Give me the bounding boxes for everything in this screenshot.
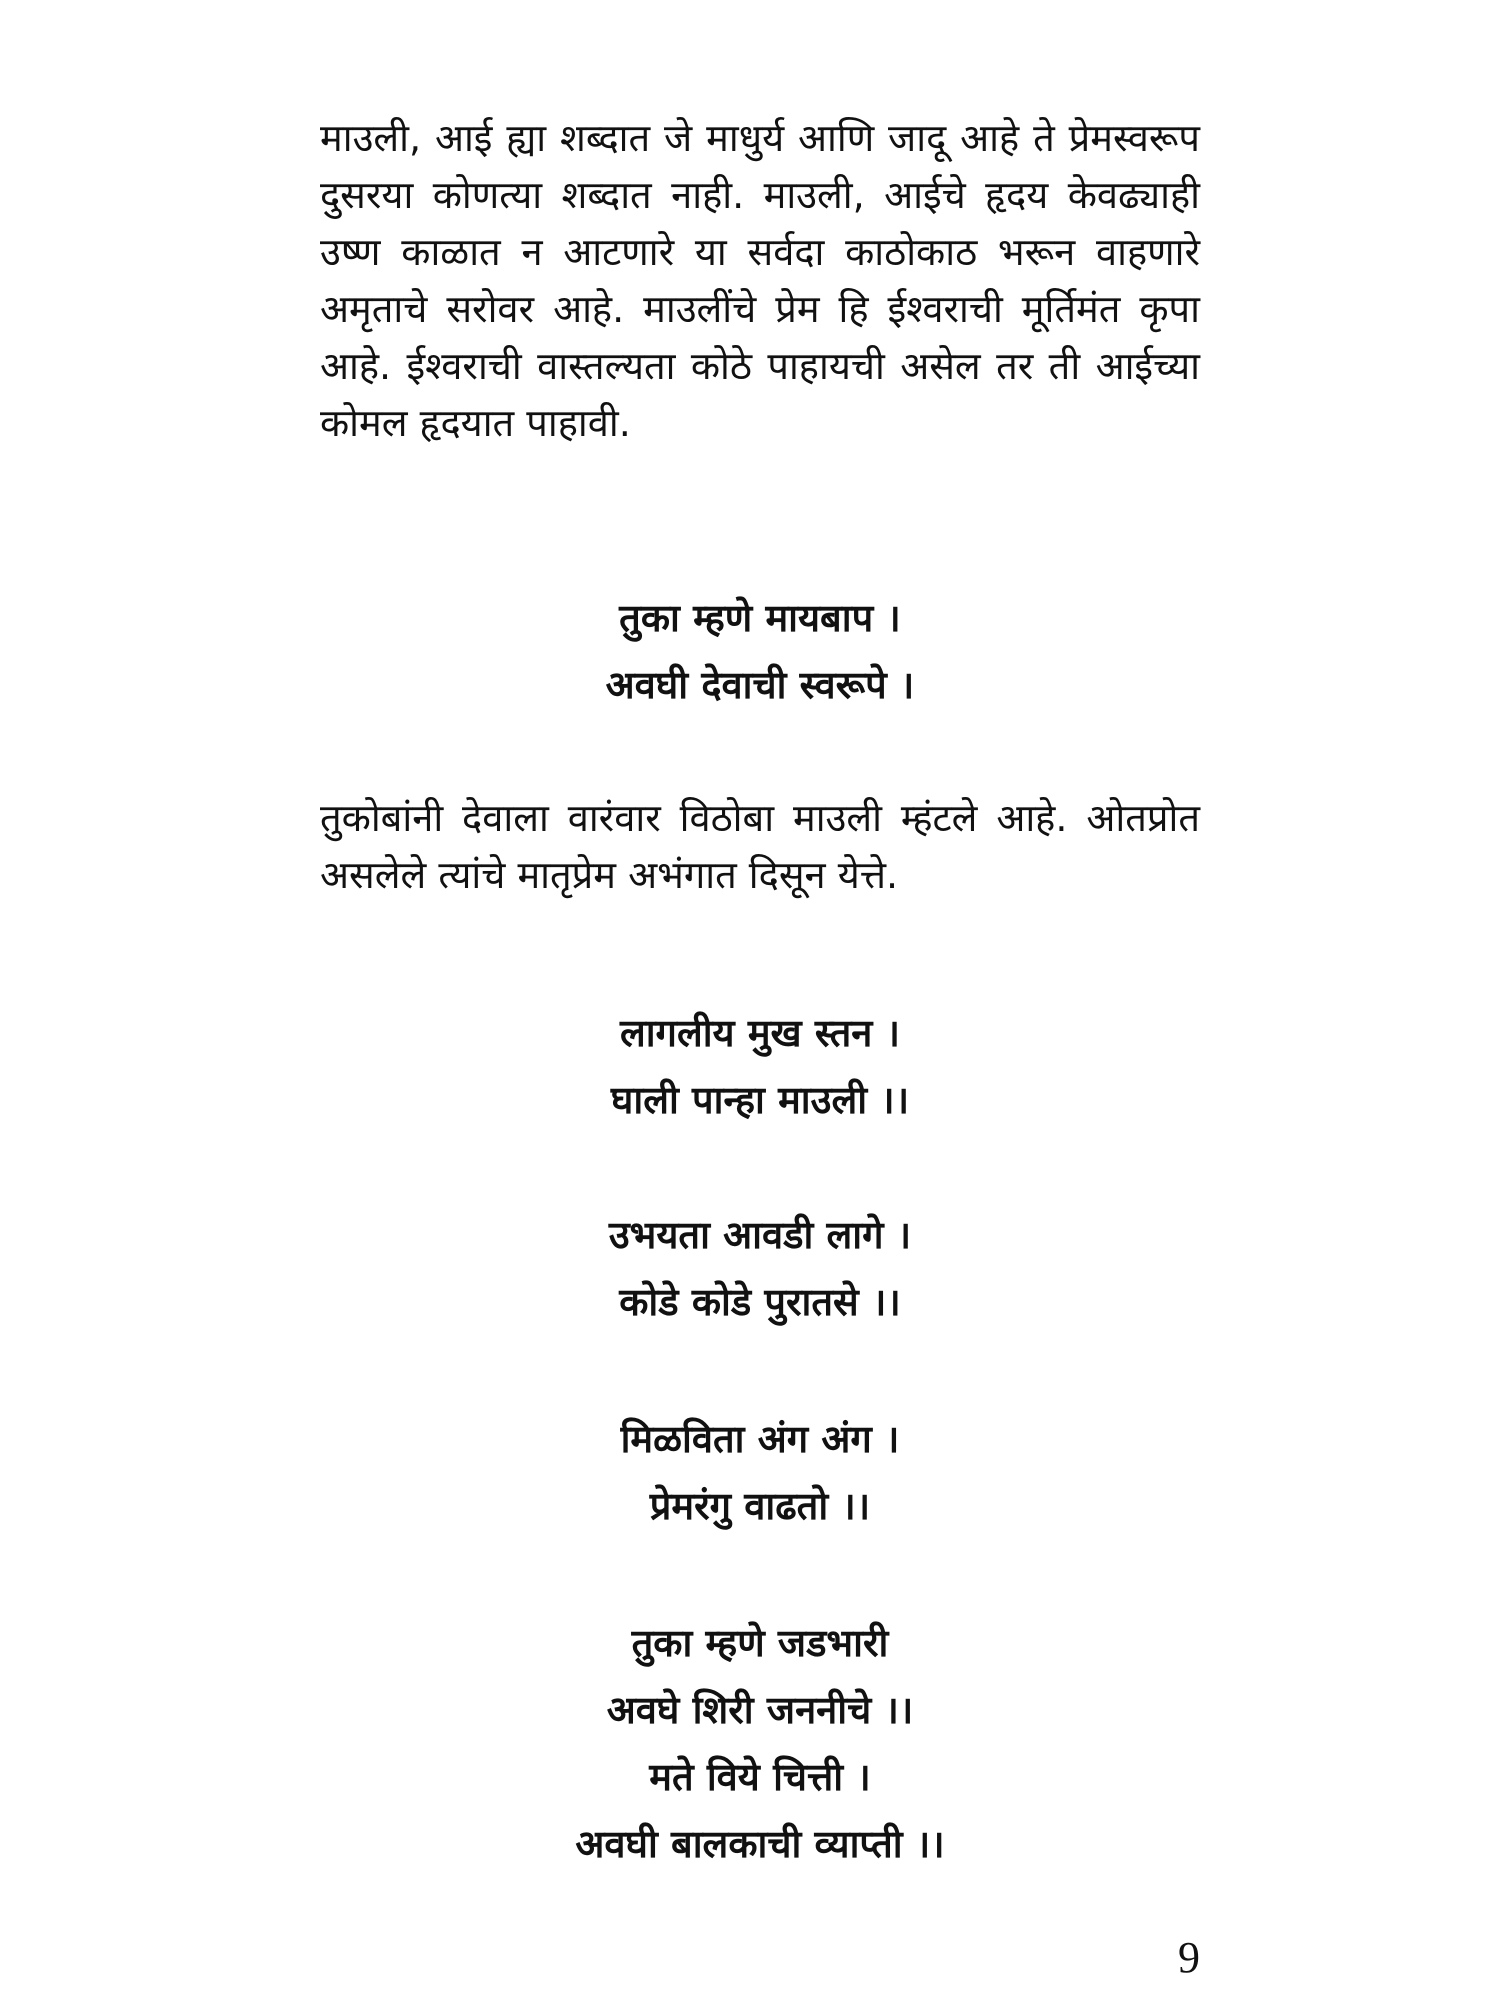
verse-stanza [320, 1406, 1200, 1540]
verse-line: अवघी बालकाची व्याप्ती ।। [575, 1822, 945, 1866]
intro-paragraph [320, 110, 1200, 452]
verse-line: तुका म्हणे मायबाप । [619, 596, 901, 640]
commentary-paragraph [320, 790, 1200, 904]
verse-stanza [320, 585, 1200, 719]
verse-line: अवघे शिरी जननीचे ।। [606, 1688, 914, 1732]
verse-line: मते विये चित्ती । [649, 1755, 871, 1799]
verse-line: लागलीय मुख स्तन । [619, 1011, 901, 1055]
verse-line: उभयता आवडी लागे । [608, 1213, 912, 1257]
verse-line: अवघी देवाची स्वरूपे । [605, 663, 915, 707]
paragraph-text: माउली, आई ह्या शब्दात जे माधुर्य आणि जादू आहे ते प्रेमस्वरूप दुसरया कोणत्या शब्दात नाही. माउली, आईचे हृदय केवढ्याही उष्ण काळात न आटणारे या सर्वदा काठोकाठ भरून वाहणारे अमृताचे सरोवर आहे. माउलींचे प्रेम हि ईश्वराची मूर्तिमंत कृपा आहे. ईश्वराची वास्तल्यता कोठे पाहायची असेल तर ती आईच्या कोमल हृदयात पाहावी. [320, 116, 1200, 445]
paragraph-text: तुकोबांनी देवाला वारंवार विठोबा माउली म्हंटले आहे. ओतप्रोत असलेले त्यांचे मातृप्रेम अभंगात दिसून येत्ते. [320, 796, 1200, 897]
verse-stanza [320, 1202, 1200, 1336]
verse-stanza [320, 1000, 1200, 1134]
verse-line: घाली पान्हा माउली ।। [610, 1078, 910, 1122]
page-number: 9 [1178, 1933, 1200, 1982]
verse-line: प्रेमरंगु वाढतो ।। [649, 1484, 871, 1528]
verse-line: कोडे कोडे पुरातसे ।। [619, 1280, 901, 1324]
verse-stanza [320, 1610, 1200, 1878]
verse-line: तुका म्हणे जडभारी [631, 1621, 889, 1665]
verse-line: मिळविता अंग अंग । [620, 1417, 900, 1461]
